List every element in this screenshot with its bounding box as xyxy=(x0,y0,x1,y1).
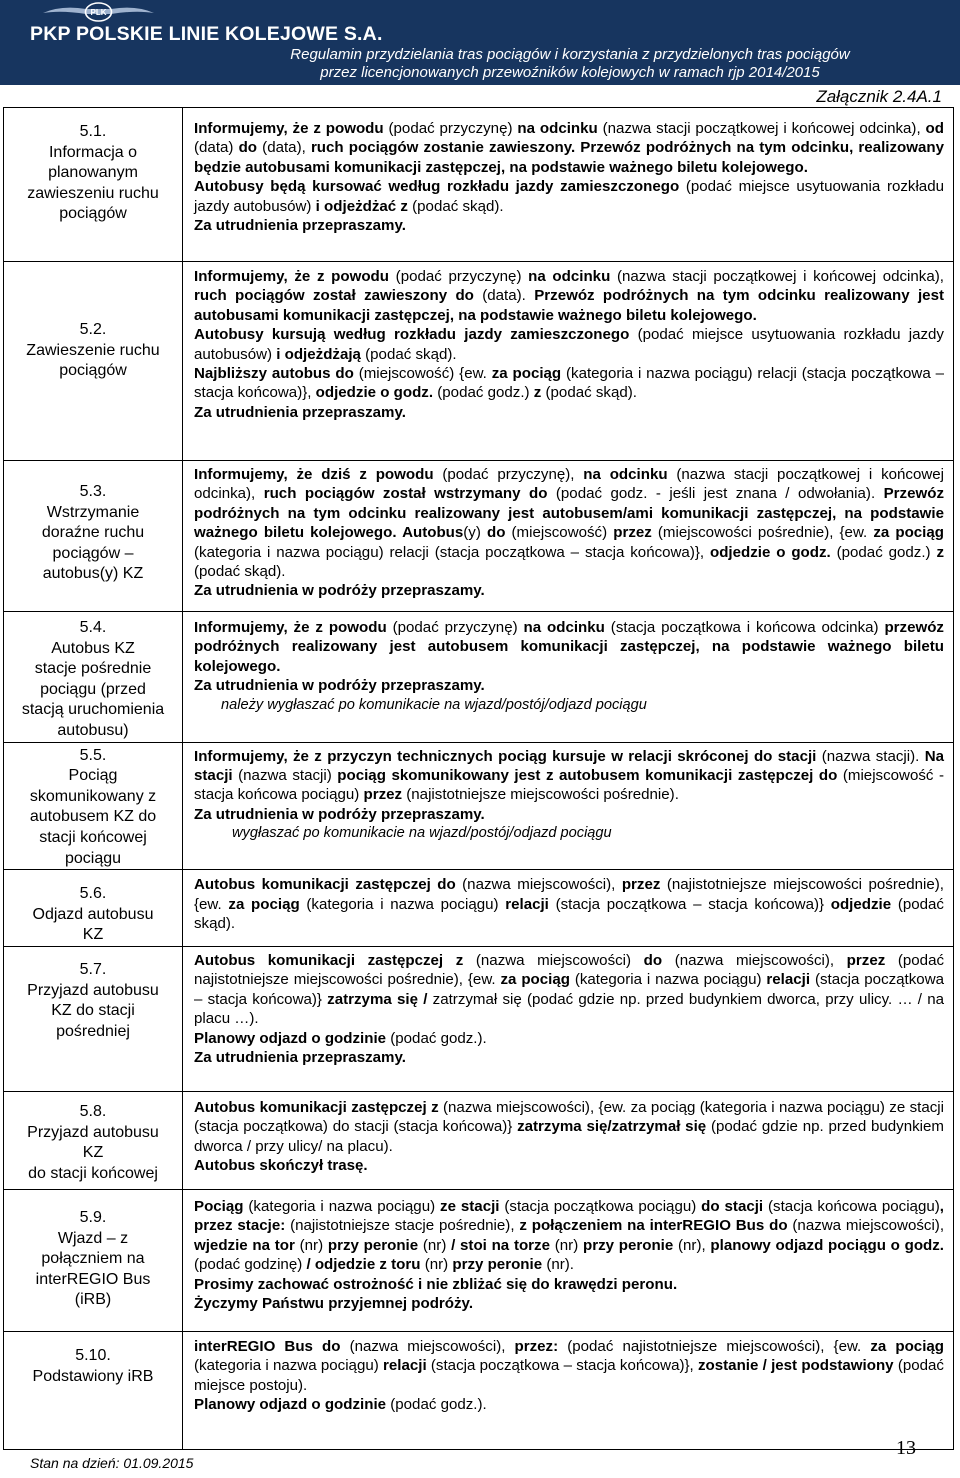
bold-text: przy peronie xyxy=(327,1236,423,1254)
section-title-line: pociągów xyxy=(59,362,127,380)
section-title-line: autobusu) xyxy=(57,721,129,739)
placeholder-text: wygłaszać po komunikacie na wjazd/postój/odjazd pociągu xyxy=(232,825,612,842)
section-heading-cell xyxy=(4,262,183,461)
announcement-paragraph xyxy=(194,119,944,177)
bold-text: na odcinku xyxy=(517,120,603,137)
section-row xyxy=(4,870,954,947)
bold-text: pociąg skomunikowany jest z autobusem komunikacji zastępczej do xyxy=(337,766,843,784)
bold-text: Za utrudnienia przepraszamy. xyxy=(194,1048,406,1066)
section-title-line: Przyjazd autobusu xyxy=(27,981,159,999)
placeholder-text: (nazwa miejscowości) xyxy=(475,951,644,969)
bold-text: i odjeżdżają xyxy=(276,345,366,363)
announcement-text-cell xyxy=(183,108,954,262)
section-title-line: KZ xyxy=(82,1144,104,1162)
section-number: 5.2. xyxy=(79,321,107,338)
usage-note xyxy=(194,696,944,715)
announcement-text-cell xyxy=(183,262,954,461)
bold-text: do xyxy=(486,524,512,542)
announcement-paragraph xyxy=(194,1098,944,1156)
announcement-paragraph xyxy=(194,177,944,216)
placeholder-text: (nazwa stacji) xyxy=(238,766,338,784)
section-number: 5.4. xyxy=(79,619,107,636)
section-title-line: zawieszeniu ruchu xyxy=(27,184,159,202)
bold-text: Przewóz podróżnych na tym odcinku realizowany jest autobusami komunikacji zastępczej, na podstawie ważnego biletu kolejowego. xyxy=(194,287,944,324)
bold-text: Autobus skończył trasę. xyxy=(194,1157,368,1175)
announcement-paragraph xyxy=(194,364,944,403)
placeholder-text: (podać godz.) xyxy=(437,384,534,402)
announcement-text-cell xyxy=(183,1189,954,1331)
bold-text: relacji xyxy=(766,971,815,989)
section-title-line: Autobus KZ xyxy=(51,639,135,657)
announcement-paragraph xyxy=(194,1395,944,1414)
placeholder-text: (miejscowość) xyxy=(511,524,614,542)
announcement-paragraph xyxy=(194,875,944,933)
bold-text: do stacji xyxy=(701,1197,769,1215)
bold-text: Przewóz podróżnych na tym odcinku realizowany jest autobusem/ami komunikacji zastępczej, na podstawie ważnego biletu kolejowego. Autobus xyxy=(194,485,944,542)
announcement-paragraph xyxy=(194,747,944,805)
placeholder-text: (kategoria i nazwa pociągu) xyxy=(248,1197,441,1215)
placeholder-text: (podać godz.). xyxy=(390,1029,487,1047)
placeholder-text: (podać godz. - jeśli jest znana / odwołania). xyxy=(555,485,884,503)
section-number: 5.8. xyxy=(79,1102,107,1120)
placeholder-text: (podać przyczynę), xyxy=(442,466,584,483)
section-title-line: Pociąg xyxy=(68,767,118,785)
placeholder-text: (kategoria i nazwa pociągu) relacji (stacja początkowa – stacja końcowa)}, xyxy=(194,543,710,561)
bold-text: relacji xyxy=(505,895,556,913)
section-title-line: Wstrzymanie xyxy=(46,503,140,521)
section-title-line: KZ do stacji xyxy=(51,1002,135,1020)
section-row xyxy=(4,1331,954,1449)
announcement-text-cell xyxy=(183,870,954,947)
bold-text: Informujemy, że z powodu xyxy=(194,120,389,137)
bold-text: przez xyxy=(621,876,667,894)
announcement-paragraph xyxy=(194,951,944,1029)
bold-text: ze stacji xyxy=(440,1197,505,1215)
placeholder-text: (stacja początkowa – stacja końcowa)} xyxy=(555,895,831,913)
bold-text: , przez stacje: xyxy=(194,1197,944,1235)
bold-text: Za utrudnienia w podróży przepraszamy. xyxy=(194,582,485,600)
bold-text: odjedzie xyxy=(830,895,898,913)
announcement-text-cell xyxy=(183,612,954,743)
page-number: 13 xyxy=(896,1437,916,1459)
bold-text: za pociąg xyxy=(228,895,307,913)
bold-text: ruch pociągów został wstrzymany do xyxy=(263,485,556,503)
section-title-line: do stacji końcowej xyxy=(28,1164,158,1182)
section-title-line: stacji końcowej xyxy=(39,828,147,846)
bold-text: zostanie / jest podstawiony xyxy=(697,1357,898,1375)
bold-text: Autobus komunikacji zastępczej z xyxy=(194,951,476,969)
section-title-line: Zawieszenie ruchu xyxy=(26,341,160,359)
section-title-line: planowanym xyxy=(48,164,138,182)
bold-text: do xyxy=(238,139,263,157)
section-number: 5.6. xyxy=(79,885,107,903)
logo-text: PLK xyxy=(90,8,107,17)
section-row xyxy=(4,1189,954,1331)
placeholder-text: (nr) xyxy=(422,1236,452,1254)
bold-text: przez: xyxy=(514,1337,568,1355)
bold-text: Za utrudnienia w podróży przepraszamy. xyxy=(194,677,485,695)
section-title-line: interREGIO Bus xyxy=(35,1270,151,1288)
section-title-line: stacją uruchomienia xyxy=(21,701,165,719)
placeholder-text: (miejscowość) {ew. xyxy=(358,365,492,383)
announcement-text-cell xyxy=(183,742,954,870)
bold-text: Za utrudnienia przepraszamy. xyxy=(194,217,406,235)
placeholder-text: (najistotniejsze miejscowości pośrednie). xyxy=(406,786,679,804)
placeholder-text: (podać przyczynę) xyxy=(392,619,524,636)
section-title-line: KZ xyxy=(82,926,104,944)
placeholder-text: (podać gdzie np. przed budynkiem dworca / przy ulicy/ na placu). xyxy=(194,1118,944,1155)
bold-text: i odjeżdżać z xyxy=(315,197,413,215)
bold-text: od xyxy=(925,120,944,137)
bold-text: Na stacji xyxy=(194,747,944,784)
bold-text: zatrzyma się/zatrzymał się xyxy=(517,1118,711,1136)
section-number: 5.1. xyxy=(79,123,107,140)
section-row xyxy=(4,108,954,262)
placeholder-text: (podać godzinę) xyxy=(194,1256,307,1274)
placeholder-text: (miejscowość - stacja końcowa pociągu) xyxy=(194,766,944,804)
bold-text: Najbliższy autobus do xyxy=(194,365,359,383)
bold-text: interREGIO Bus do xyxy=(194,1337,350,1355)
section-title-line: Przyjazd autobusu xyxy=(27,1123,159,1141)
placeholder-text: (stacja początkowa i końcowa odcinka) xyxy=(610,619,885,636)
section-title-line: pociągu xyxy=(64,849,122,867)
section-title-line: Wjazd – z xyxy=(57,1229,129,1247)
placeholder-text: (nr) xyxy=(554,1236,583,1254)
placeholder-text: (y) xyxy=(463,524,487,542)
placeholder-text: (podać najistotniejsze miejscowości pośrednie), {ew. xyxy=(194,951,945,989)
attachment-label: Załącznik 2.4A.1 xyxy=(816,87,942,106)
placeholder-text: (kategoria i nazwa pociągu) xyxy=(194,1357,384,1375)
bold-text: Informujemy, że dziś z powodu xyxy=(194,466,443,483)
status-date: Stan na dzień: 01.09.2015 xyxy=(30,1455,194,1471)
section-heading-cell xyxy=(4,1331,183,1449)
placeholder-text: (stacja początkowa – stacja końcowa)}, xyxy=(430,1357,698,1375)
announcement-paragraph xyxy=(194,1029,944,1048)
bold-text: z xyxy=(936,543,944,561)
section-heading-cell xyxy=(4,742,183,870)
bold-text: Planowy odjazd o godzinie xyxy=(194,1029,391,1047)
announcement-paragraph xyxy=(194,1275,944,1294)
bold-text: za pociąg xyxy=(500,971,575,989)
bold-text: przez xyxy=(613,524,658,542)
placeholder-text: (podać miejsce usytuowania rozkładu jazdy autobusów) xyxy=(194,178,944,215)
placeholder-text: (nazwa stacji początkowej i końcowej odcinka), xyxy=(616,268,944,285)
bold-text: / stoi na torze xyxy=(451,1236,555,1254)
placeholder-text: (kategoria i nazwa pociągu) relacji (stacja początkowa – stacja końcowa)}, xyxy=(194,365,944,402)
announcement-text-cell xyxy=(183,946,954,1091)
section-title-line: stacje pośrednie xyxy=(34,660,152,678)
bold-text: na odcinku xyxy=(583,466,677,483)
announcement-paragraph xyxy=(194,216,944,235)
placeholder-text: (podać godz.). xyxy=(390,1396,487,1414)
placeholder-text: (nr) xyxy=(299,1236,328,1254)
section-heading-cell xyxy=(4,461,183,612)
bold-text: Autobus komunikacji zastępczej z xyxy=(194,1098,443,1116)
section-title-line: skomunikowany z xyxy=(29,787,157,805)
section-heading-cell xyxy=(4,108,183,262)
placeholder-text: (podać miejsce postoju). xyxy=(194,1357,944,1394)
regulation-title-line-2: przez licencjonowanych przewoźników kolejowych w ramach rjp 2014/2015 xyxy=(320,64,820,81)
section-title-line: pociągów xyxy=(59,205,127,223)
bold-text: Autobusy będą kursować według rozkładu jazdy zamieszczonego xyxy=(194,178,686,196)
section-title-line: pociągu (przed xyxy=(40,680,146,698)
placeholder-text: (kategoria i nazwa pociągu) xyxy=(574,971,767,989)
bold-text: Za utrudnienia w podróży przepraszamy. xyxy=(194,805,485,823)
announcement-text-cell xyxy=(183,461,954,612)
section-row xyxy=(4,612,954,743)
bold-text: Pociąg xyxy=(194,1197,249,1215)
announcement-paragraph xyxy=(194,618,944,676)
placeholder-text: (podać skąd). xyxy=(194,895,944,932)
placeholder-text: (nazwa miejscowości), {ew. za pociąg (kategoria i nazwa pociągu) ze stacji (stacja początkowa) do stacji (stacja końcowa)} xyxy=(194,1098,944,1136)
section-title-line: autobus(y) KZ xyxy=(42,565,144,583)
announcement-paragraph xyxy=(194,1048,944,1067)
placeholder-text: (podać miejsce usytuowania rozkładu jazdy autobusów) xyxy=(194,326,944,363)
bold-text: na odcinku xyxy=(523,619,611,636)
section-heading-cell xyxy=(4,1189,183,1331)
section-number: 5.5. xyxy=(79,746,107,764)
announcement-paragraph xyxy=(194,581,944,600)
section-title-line: Informacja o xyxy=(48,143,138,161)
section-title-line: pośredniej xyxy=(56,1022,130,1040)
placeholder-text: (podać przyczynę) xyxy=(388,120,518,137)
placeholder-text: (podać przyczynę) xyxy=(395,268,529,285)
section-row xyxy=(4,262,954,461)
bold-text: Autobusy kursują według rozkładu jazdy zamieszczonego xyxy=(194,326,638,344)
placeholder-text: (nazwa stacji początkowej i końcowej odcinka), xyxy=(194,466,944,503)
placeholder-text: (podać skąd). xyxy=(365,345,457,363)
bold-text: wjedzie na tor xyxy=(194,1236,300,1254)
announcement-paragraph xyxy=(194,267,944,325)
announcement-paragraph xyxy=(194,1294,944,1313)
bold-text: za pociąg xyxy=(870,1337,945,1355)
section-number: 5.10. xyxy=(75,1346,111,1364)
bold-text: Za utrudnienia przepraszamy. xyxy=(194,403,406,421)
section-heading-cell xyxy=(4,612,183,743)
placeholder-text: (kategoria i nazwa pociągu) xyxy=(306,895,506,913)
section-row xyxy=(4,946,954,1091)
section-title-line: połączniem na xyxy=(41,1250,145,1268)
bold-text: Informujemy, że z przyczyn technicznych pociąg kursuje w relacji skróconej do stacji xyxy=(194,747,822,765)
bold-text: za pociąg xyxy=(873,524,944,542)
announcement-paragraph xyxy=(194,1337,944,1395)
section-title-line: pociągów – xyxy=(52,544,134,562)
announcement-paragraph xyxy=(194,1197,944,1275)
bold-text: / odjedzie z toru xyxy=(306,1256,425,1274)
section-title-line: doraźne ruchu xyxy=(41,524,145,542)
placeholder-text: zatrzymał się (podać gdzie np. przed budynkiem dworca, przy ulicy. … / na placu …). xyxy=(194,990,945,1028)
bold-text: odjedzie o godz. xyxy=(709,543,837,561)
section-title-line: (iRB) xyxy=(74,1291,112,1309)
bold-text: Informujemy, że z powodu xyxy=(194,268,396,285)
announcement-paragraph xyxy=(194,805,944,824)
page-header xyxy=(0,0,960,85)
bold-text: przez xyxy=(363,786,407,804)
placeholder-text: (najistotniejsze stacje pośrednie), xyxy=(290,1217,520,1235)
placeholder-text: należy wygłaszać po komunikacie na wjazd/postój/odjazd pociągu xyxy=(221,696,647,713)
regulation-title-line-1: Regulamin przydzielania tras pociągów i korzystania z przydzielonych tras pociągów xyxy=(290,46,850,63)
bold-text: relacji xyxy=(383,1357,431,1375)
bold-text: przez xyxy=(846,951,898,969)
bold-text: z xyxy=(533,384,546,402)
placeholder-text: (podać skąd). xyxy=(194,563,286,581)
placeholder-text: (nazwa miejscowości), xyxy=(792,1217,945,1235)
announcement-paragraph xyxy=(194,465,944,581)
placeholder-text: (stacja początkowa – stacja końcowa)} xyxy=(194,971,944,1008)
section-row xyxy=(4,1091,954,1189)
section-heading-cell xyxy=(4,946,183,1091)
bold-text: przy peronie xyxy=(452,1256,547,1274)
placeholder-text: (nazwa miejscowości), xyxy=(674,951,847,969)
placeholder-text: (nazwa miejscowości), xyxy=(462,876,622,894)
section-row xyxy=(4,742,954,870)
bold-text: Prosimy zachować ostrożność i nie zbliżać się do krawędzi peronu. xyxy=(194,1275,678,1293)
announcement-paragraph xyxy=(194,325,944,364)
bold-text: Informujemy, że z powodu xyxy=(194,619,393,636)
placeholder-text: (miejscowości pośrednie), {ew. xyxy=(657,524,874,542)
announcement-paragraph xyxy=(194,1156,944,1175)
placeholder-text: (stacja początkowa pociągu) xyxy=(504,1197,702,1215)
placeholder-text: (stacja końcowa pociągu) xyxy=(768,1197,940,1215)
announcements-table xyxy=(3,107,954,1450)
bold-text: do xyxy=(643,951,675,969)
placeholder-text: (nr), xyxy=(678,1236,711,1254)
placeholder-text: (podać najistotniejsze miejscowości), {ew. xyxy=(567,1337,871,1355)
announcement-paragraph xyxy=(194,676,944,695)
placeholder-text: (data) xyxy=(194,139,239,157)
bold-text: zatrzyma się / xyxy=(327,990,433,1008)
bold-text: Życzymy Państwu przyjemnej podróży. xyxy=(194,1294,474,1312)
section-title-line: Odjazd autobusu xyxy=(32,905,154,923)
announcement-text-cell xyxy=(183,1091,954,1189)
placeholder-text: (najistotniejsze miejscowości pośrednie), {ew. xyxy=(194,876,944,913)
section-title-line: Podstawiony iRB xyxy=(32,1367,154,1385)
announcement-paragraph xyxy=(194,403,944,422)
bold-text: z połączeniem na interREGIO Bus do xyxy=(519,1217,793,1235)
bold-text: Autobus komunikacji zastępczej do xyxy=(194,876,463,894)
bold-text: za pociąg xyxy=(491,365,566,383)
placeholder-text: (nazwa stacji początkowej i końcowej odcinka), xyxy=(602,120,926,137)
section-heading-cell xyxy=(4,870,183,947)
bold-text: ruch pociągów zostanie zawieszony. Przewóz podróżnych na tym odcinku, realizowany będzie autobusami komunikacji zastępczej, na podstawie ważnego biletu kolejowego. xyxy=(194,139,945,176)
placeholder-text: (podać skąd). xyxy=(545,384,637,402)
placeholder-text: (data), xyxy=(262,139,311,157)
placeholder-text: (nazwa miejscowości), xyxy=(349,1337,515,1355)
company-name: PKP POLSKIE LINIE KOLEJOWE S.A. xyxy=(30,23,383,45)
usage-note xyxy=(194,824,944,843)
bold-text: na odcinku xyxy=(528,268,617,285)
placeholder-text: (nr). xyxy=(546,1256,574,1274)
bold-text: odjedzie o godz. xyxy=(315,384,438,402)
section-title-line: autobusem KZ do xyxy=(29,808,157,826)
bold-text: przewóz podróżnych realizowany jest autobusem komunikacji zastępczej, na podstawie ważnego biletu kolejowego. xyxy=(194,619,944,675)
placeholder-text: (nr) xyxy=(424,1256,453,1274)
section-number: 5.9. xyxy=(79,1208,107,1226)
section-number: 5.7. xyxy=(79,960,107,978)
placeholder-text: (data). xyxy=(482,287,535,305)
placeholder-text: (nazwa stacji). xyxy=(821,747,925,765)
placeholder-text: (podać godz.) xyxy=(836,543,937,561)
bold-text: przy peronie xyxy=(582,1236,678,1254)
section-heading-cell xyxy=(4,1091,183,1189)
bold-text: Planowy odjazd o godzinie xyxy=(194,1396,391,1414)
bold-text: planowy odjazd pociągu o godz. xyxy=(710,1236,945,1254)
section-number: 5.3. xyxy=(79,483,107,500)
announcement-text-cell xyxy=(183,1331,954,1449)
placeholder-text: (podać skąd). xyxy=(412,197,504,215)
bold-text: ruch pociągów został zawieszony do xyxy=(194,287,483,305)
section-row xyxy=(4,461,954,612)
